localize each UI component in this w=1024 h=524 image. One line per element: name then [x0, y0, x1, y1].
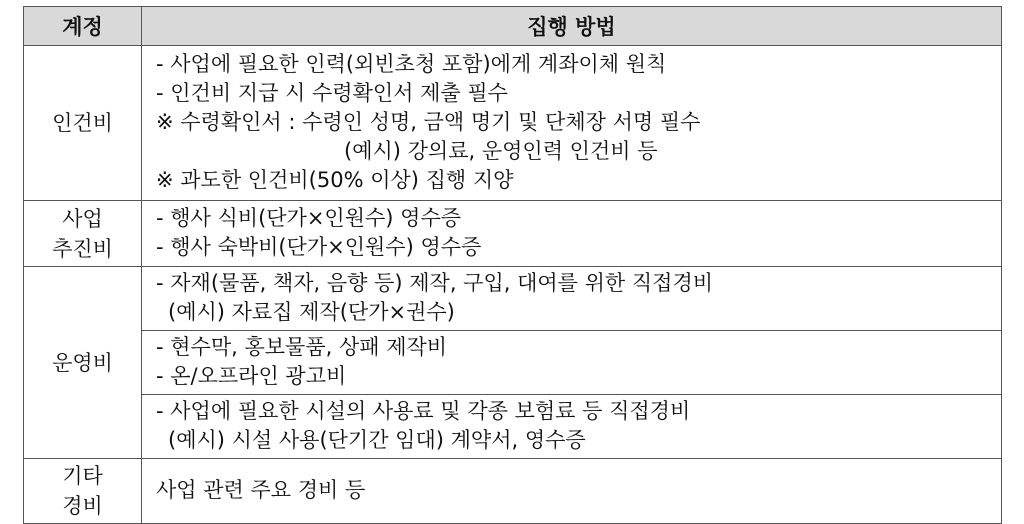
table-row — [24, 395, 1002, 459]
category-personnel: 인건비 — [24, 46, 142, 201]
method-example: (예시) 자료집 제작(단가×권수) — [168, 300, 455, 324]
method-other — [142, 459, 1002, 524]
header-category: 계정 — [24, 7, 142, 46]
method-note: ※ 과도한 인건비(50% 이상) 집행 지양 — [156, 168, 514, 192]
category-line: 추진비 — [52, 236, 113, 261]
table-row — [24, 459, 1002, 524]
method-line: - 자재(물품, 책자, 음향 등) 제작, 구입, 대여를 위한 직접경비 — [156, 271, 714, 295]
category-line: 경비 — [62, 494, 103, 518]
method-line: 사업 관련 주요 경비 등 — [156, 478, 366, 502]
table-header-row — [24, 7, 1002, 46]
category-line: 기타 — [62, 464, 103, 488]
method-personnel — [142, 46, 1002, 201]
category-line: 사업 — [62, 206, 103, 231]
method-note: ※ 수령확인서 : 수령인 성명, 금액 명기 및 단체장 서명 필수 — [156, 110, 701, 134]
method-example: (예시) 시설 사용(단기간 임대) 계약서, 영수증 — [168, 428, 586, 452]
method-operating-3 — [142, 395, 1002, 459]
table-row — [24, 201, 1002, 267]
method-line: - 현수막, 홍보물품, 상패 제작비 — [156, 335, 448, 359]
method-line: - 행사 식비(단가×인원수) 영수증 — [156, 206, 462, 230]
category-project — [24, 201, 142, 267]
category-other — [24, 459, 142, 524]
method-line: - 인건비 지급 시 수령확인서 제출 필수 — [156, 81, 508, 105]
method-line: - 행사 숙박비(단가×인원수) 영수증 — [156, 235, 482, 259]
table-row — [24, 331, 1002, 395]
method-operating-2 — [142, 331, 1002, 395]
table-row — [24, 267, 1002, 331]
method-line: - 사업에 필요한 시설의 사용료 및 각종 보험료 등 직접경비 — [156, 399, 691, 423]
header-method: 집행 방법 — [142, 7, 1002, 46]
table-row — [24, 46, 1002, 201]
method-example: (예시) 강의료, 운영인력 인건비 등 — [344, 139, 658, 163]
method-operating-1 — [142, 267, 1002, 331]
method-project — [142, 201, 1002, 267]
budget-execution-table — [23, 6, 1002, 524]
method-line: - 온/오프라인 광고비 — [156, 364, 347, 388]
category-operating: 운영비 — [24, 267, 142, 459]
method-line: - 사업에 필요한 인력(외빈초청 포함)에게 계좌이체 원칙 — [156, 52, 667, 76]
